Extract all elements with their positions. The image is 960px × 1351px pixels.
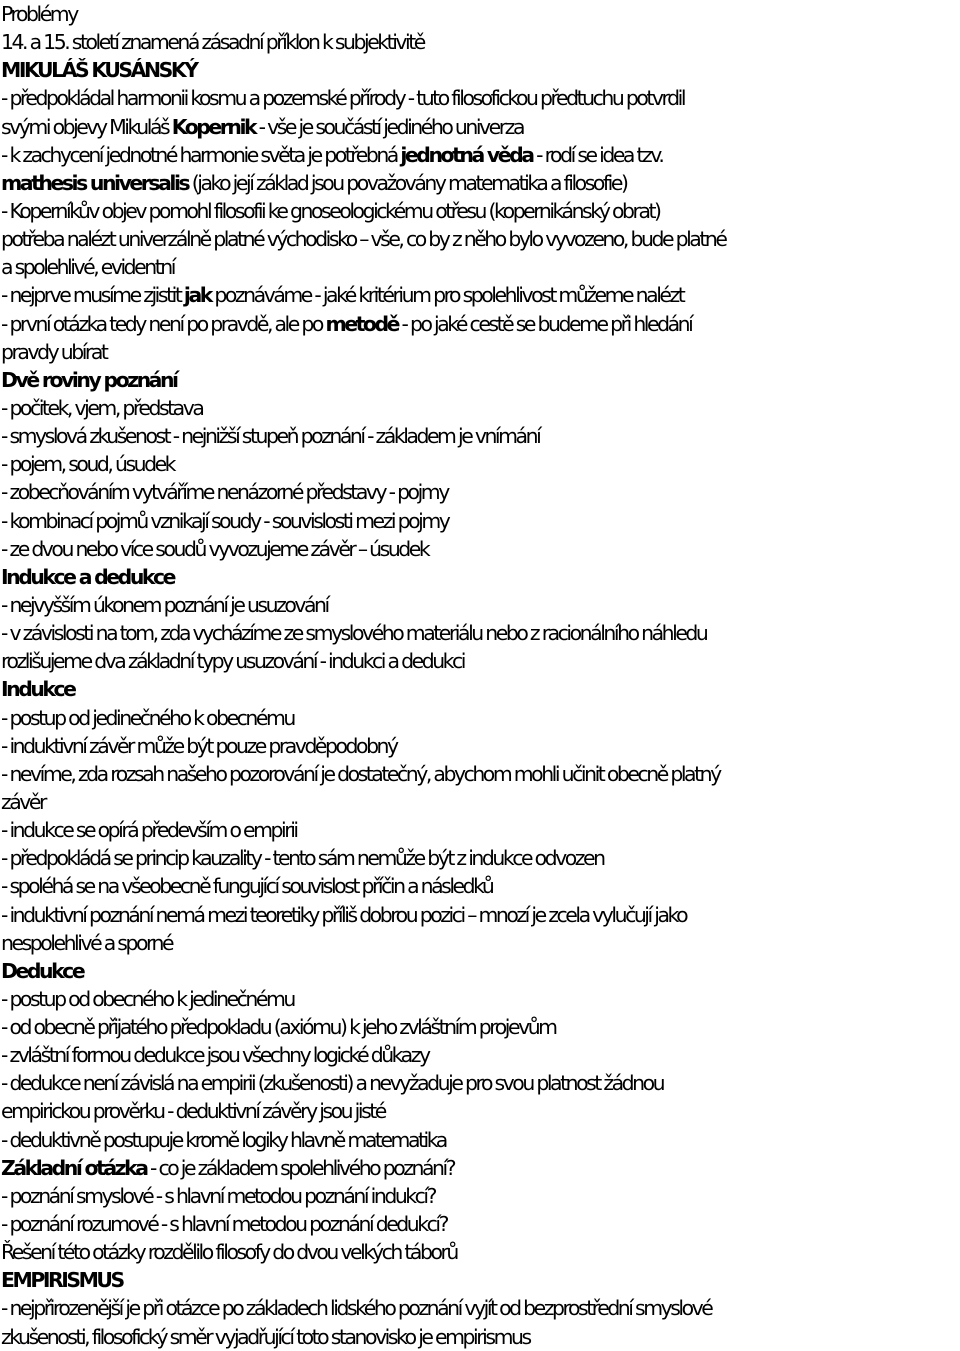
- text-line: [1, 1154, 960, 1182]
- text-segment: Řešení této otázky rozdělilo filosofy do dvou velkých táborů: [1, 1240, 457, 1265]
- text-line: [1, 591, 960, 619]
- text-segment: - počitek, vjem, představa: [1, 395, 203, 420]
- bold-text-segment: metodě: [325, 311, 399, 336]
- bold-text-segment: Základní otázka: [1, 1155, 147, 1180]
- bold-text-segment: mathesis universalis: [1, 170, 189, 195]
- text-line: [1, 113, 960, 141]
- text-line: [1, 929, 960, 957]
- text-segment: - rodí se idea tzv.: [532, 142, 663, 167]
- text-segment: empirickou prověrku - deduktivní závěry jsou jisté: [1, 1099, 385, 1124]
- text-line: [1, 1294, 960, 1322]
- text-line: [1, 1126, 960, 1154]
- text-line: [1, 169, 960, 197]
- text-line: [1, 84, 960, 112]
- text-segment: - nejvyšším úkonem poznání je usuzování: [1, 592, 328, 617]
- text-line: [1, 394, 960, 422]
- text-line: [1, 253, 960, 281]
- text-line: [1, 788, 960, 816]
- text-line: [1, 1210, 960, 1238]
- text-line: [1, 675, 960, 703]
- text-line: [1, 1013, 960, 1041]
- text-line: [1, 56, 960, 84]
- text-segment: - zvláštní formou dedukce jsou všechny logické důkazy: [1, 1043, 429, 1068]
- text-segment: - nevíme, zda rozsah našeho pozorování je dostatečný, abychom mohli učinit obecně platný: [1, 761, 720, 786]
- text-segment: - poznání rozumové - s hlavní metodou poznání dedukcí?: [1, 1212, 447, 1237]
- text-segment: poznáváme - jaké kritérium pro spolehlivost můžeme nalézt: [210, 283, 684, 308]
- bold-text-segment: Dedukce: [1, 958, 84, 983]
- text-line: [1, 1323, 960, 1351]
- text-line: [1, 338, 960, 366]
- bold-text-segment: Indukce: [1, 677, 75, 702]
- text-line: [1, 1069, 960, 1097]
- text-line: [1, 0, 960, 28]
- text-segment: (jako její základ jsou považovány matematika a filosofie): [188, 170, 627, 195]
- text-segment: - předpokládal harmonii kosmu a pozemské přírody - tuto filosofickou předtuchu potvrdil: [1, 86, 685, 111]
- text-segment: - k zachycení jednotné harmonie světa je potřebná: [1, 142, 401, 167]
- text-segment: potřeba nalézt univerzálně platné východisko – vše, co by z něho bylo vyvozeno, bude platné: [1, 227, 726, 252]
- text-segment: svými objevy Mikuláš: [1, 114, 172, 139]
- text-line: [1, 957, 960, 985]
- text-line: [1, 141, 960, 169]
- bold-text-segment: EMPIRISMUS: [1, 1268, 123, 1293]
- text-line: [1, 901, 960, 929]
- text-segment: - od obecně přijatého předpokladu (axiómu) k jeho zvláštním projevům: [1, 1015, 556, 1040]
- text-segment: - deduktivně postupuje kromě logiky hlavně matematika: [1, 1127, 446, 1152]
- text-line: [1, 1266, 960, 1294]
- text-segment: - pojem, soud, úsudek: [1, 452, 175, 477]
- bold-text-segment: jak: [183, 283, 211, 308]
- text-segment: rozlišujeme dva základní typy usuzování - indukci a dedukci: [1, 649, 465, 674]
- bold-text-segment: MIKULÁŠ KUSÁNSKÝ: [1, 58, 197, 83]
- text-segment: a spolehlivé, evidentní: [1, 255, 174, 280]
- text-line: [1, 1041, 960, 1069]
- text-segment: - induktivní poznání nemá mezi teoretiky příliš dobrou pozici – mnozí je zcela vylučují jako: [1, 902, 687, 927]
- text-line: [1, 1097, 960, 1125]
- text-segment: - předpokládá se princip kauzality - tento sám nemůže být z indukce odvozen: [1, 846, 604, 871]
- text-segment: - co je základem spolehlivého poznání?: [146, 1155, 455, 1180]
- text-line: [1, 507, 960, 535]
- text-segment: - indukce se opírá především o empirii: [1, 818, 297, 843]
- text-segment: závěr: [1, 789, 45, 814]
- text-line: [1, 310, 960, 338]
- text-segment: - kombinací pojmů vznikají soudy - souvislosti mezi pojmy: [1, 508, 449, 533]
- text-line: [1, 619, 960, 647]
- text-line: [1, 704, 960, 732]
- text-segment: 14. a 15. století znamená zásadní příklon k subjektivitě: [1, 30, 424, 55]
- text-line: [1, 760, 960, 788]
- text-line: [1, 28, 960, 56]
- text-line: [1, 422, 960, 450]
- text-segment: - nejprve musíme zjistit: [1, 283, 184, 308]
- bold-text-segment: jednotná věda: [400, 142, 533, 167]
- text-line: [1, 535, 960, 563]
- text-line: [1, 816, 960, 844]
- text-line: [1, 225, 960, 253]
- text-segment: zkušenosti, filosofický směr vyjadřující toto stanovisko je empirismus: [1, 1324, 530, 1349]
- text-segment: - první otázka tedy není po pravdě, ale po: [1, 311, 326, 336]
- text-line: [1, 647, 960, 675]
- text-line: [1, 366, 960, 394]
- text-line: [1, 450, 960, 478]
- text-line: [1, 478, 960, 506]
- text-line: [1, 872, 960, 900]
- bold-text-segment: Dvě roviny poznání: [1, 367, 177, 392]
- text-line: [1, 197, 960, 225]
- text-segment: - postup od obecného k jedinečnému: [1, 986, 294, 1011]
- text-line: [1, 844, 960, 872]
- text-line: [1, 1182, 960, 1210]
- text-line: [1, 563, 960, 591]
- bold-text-segment: Indukce a dedukce: [1, 564, 175, 589]
- text-segment: - spoléhá se na všeobecně fungující souvislost příčin a následků: [1, 874, 493, 899]
- text-segment: - dedukce není závislá na empirii (zkušenosti) a nevyžaduje pro svou platnost žádnou: [1, 1071, 664, 1096]
- text-segment: - vše je součástí jediného univerza: [255, 114, 524, 139]
- text-segment: pravdy ubírat: [1, 339, 107, 364]
- text-segment: - nejpřirozenější je při otázce po základech lidského poznání vyjít od bezprostřední smyslové: [1, 1296, 712, 1321]
- text-line: [1, 732, 960, 760]
- text-segment: - Koperníkův objev pomohl filosofii ke gnoseologickému otřesu (kopernikánský obrat): [1, 198, 660, 223]
- text-segment: - v závislosti na tom, zda vycházíme ze smyslového materiálu nebo z racionálního náhledu: [1, 621, 707, 646]
- text-segment: - postup od jedinečného k obecnému: [1, 705, 294, 730]
- text-segment: - ze dvou nebo více soudů vyvozujeme závěr – úsudek: [1, 536, 429, 561]
- text-line: [1, 985, 960, 1013]
- text-line: [1, 1238, 960, 1266]
- text-segment: - poznání smyslové - s hlavní metodou poznání indukcí?: [1, 1183, 436, 1208]
- text-segment: Problémy: [1, 2, 77, 26]
- text-segment: - smyslová zkušenost - nejnižší stupeň poznání - základem je vnímání: [1, 424, 540, 449]
- text-segment: - induktivní závěr může být pouze pravděpodobný: [1, 733, 397, 758]
- text-segment: - zobecňováním vytváříme nenázorné představy - pojmy: [1, 480, 448, 505]
- text-segment: nespolehlivé a sporné: [1, 930, 173, 955]
- bold-text-segment: Kopernik: [171, 114, 256, 139]
- text-line: [1, 281, 960, 309]
- text-segment: - po jaké cestě se budeme při hledání: [398, 311, 692, 336]
